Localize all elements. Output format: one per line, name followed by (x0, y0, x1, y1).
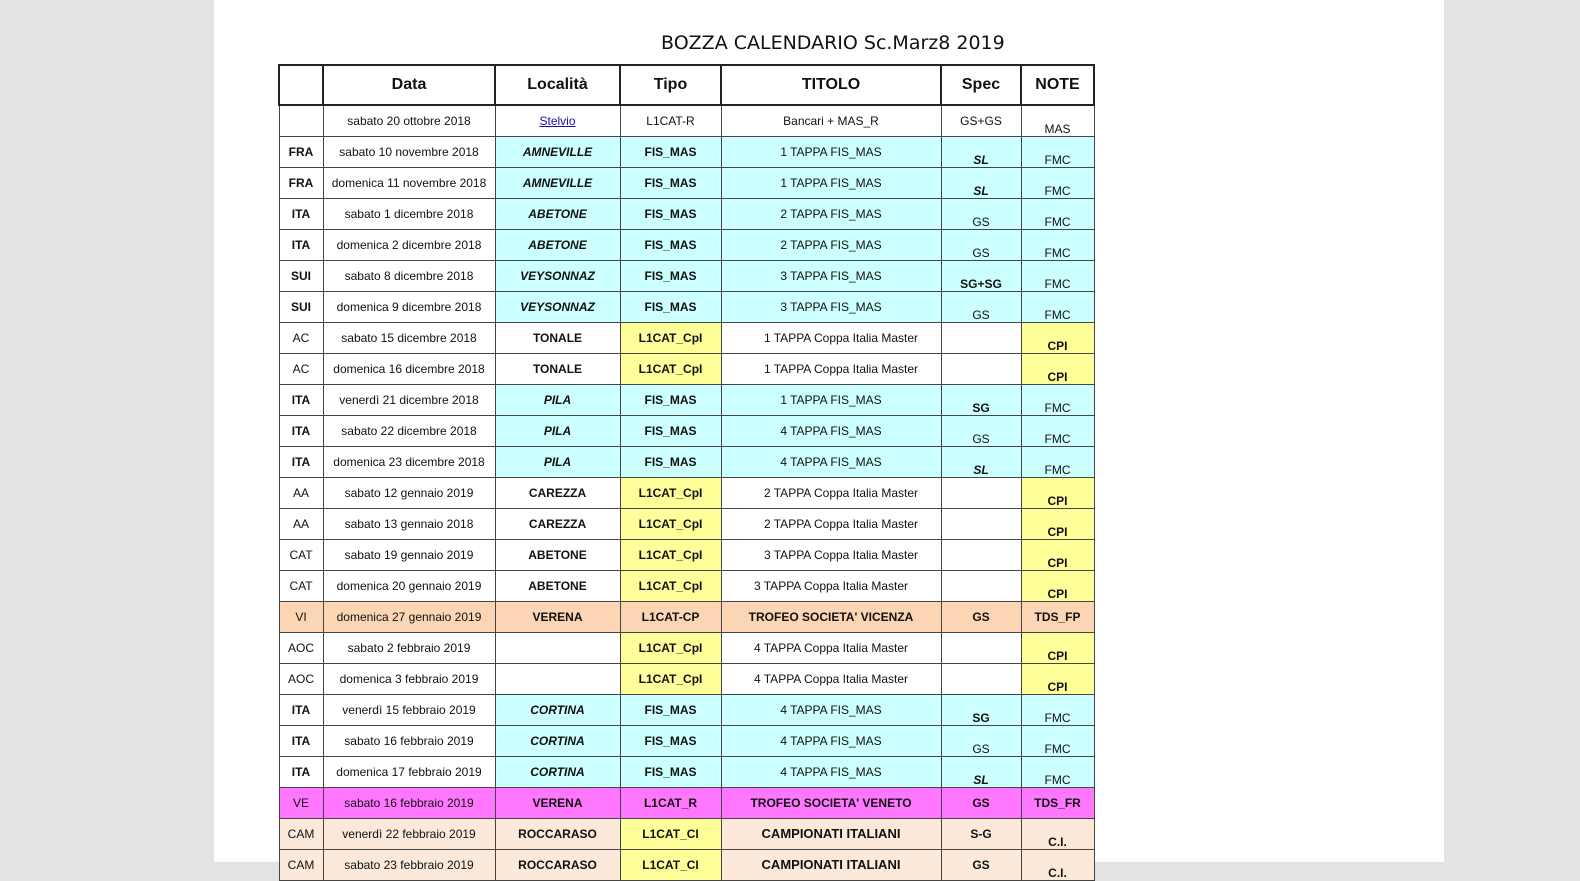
cell-title: 3 TAPPA Coppa Italia Master (721, 571, 941, 602)
cell-note: FMC (1021, 416, 1094, 447)
cell-date: domenica 17 febbraio 2019 (323, 757, 495, 788)
table-row (279, 385, 1094, 416)
cell-spec (941, 633, 1021, 664)
cell-spec: SL (941, 447, 1021, 478)
cell-nation: FRA (279, 137, 323, 168)
cell-date: sabato 15 dicembre 2018 (323, 323, 495, 354)
cell-nation: VE (279, 788, 323, 819)
cell-spec: GS (941, 788, 1021, 819)
table-row (279, 199, 1094, 230)
cell-spec: SL (941, 137, 1021, 168)
cell-note: FMC (1021, 137, 1094, 168)
cell-spec (941, 540, 1021, 571)
cell-type: L1CAT-R (620, 105, 721, 137)
cell-title: 3 TAPPA FIS_MAS (721, 292, 941, 323)
calendar-table (278, 64, 1095, 881)
cell-nation: CAT (279, 571, 323, 602)
cell-type: FIS_MAS (620, 292, 721, 323)
cell-nation: CAM (279, 819, 323, 850)
header-tipo: Tipo (620, 65, 721, 105)
cell-spec: SG (941, 695, 1021, 726)
cell-spec (941, 478, 1021, 509)
cell-title: 4 TAPPA FIS_MAS (721, 757, 941, 788)
table-row (279, 478, 1094, 509)
cell-location: CORTINA (495, 695, 620, 726)
cell-nation: ITA (279, 695, 323, 726)
cell-location: ABETONE (495, 540, 620, 571)
cell-spec: SG+SG (941, 261, 1021, 292)
cell-title: 2 TAPPA Coppa Italia Master (721, 478, 941, 509)
cell-title: TROFEO SOCIETA' VICENZA (721, 602, 941, 633)
cell-spec: GS (941, 602, 1021, 633)
cell-title: 2 TAPPA FIS_MAS (721, 199, 941, 230)
cell-location: CAREZZA (495, 509, 620, 540)
cell-date: sabato 1 dicembre 2018 (323, 199, 495, 230)
cell-location: CORTINA (495, 757, 620, 788)
cell-spec: GS (941, 726, 1021, 757)
cell-location: AMNEVILLE (495, 137, 620, 168)
cell-title: 2 TAPPA Coppa Italia Master (721, 509, 941, 540)
cell-location: CORTINA (495, 726, 620, 757)
cell-spec: GS (941, 230, 1021, 261)
cell-title: 4 TAPPA FIS_MAS (721, 726, 941, 757)
cell-location: ROCCARASO (495, 819, 620, 850)
cell-location: ROCCARASO (495, 850, 620, 881)
table-row (279, 509, 1094, 540)
cell-spec: GS (941, 292, 1021, 323)
table-row (279, 788, 1094, 819)
cell-type: FIS_MAS (620, 199, 721, 230)
cell-date: domenica 23 dicembre 2018 (323, 447, 495, 478)
cell-title: 1 TAPPA FIS_MAS (721, 168, 941, 199)
cell-note: FMC (1021, 199, 1094, 230)
cell-title: 1 TAPPA Coppa Italia Master (721, 323, 941, 354)
cell-type: L1CAT_R (620, 788, 721, 819)
cell-nation: ITA (279, 416, 323, 447)
cell-location: VEYSONNAZ (495, 261, 620, 292)
table-row (279, 261, 1094, 292)
cell-date: domenica 16 dicembre 2018 (323, 354, 495, 385)
cell-title: 1 TAPPA FIS_MAS (721, 137, 941, 168)
cell-date: sabato 16 febbraio 2019 (323, 726, 495, 757)
cell-date: domenica 11 novembre 2018 (323, 168, 495, 199)
cell-spec: SL (941, 168, 1021, 199)
cell-date: sabato 10 novembre 2018 (323, 137, 495, 168)
cell-spec: GS (941, 199, 1021, 230)
header-localita: Località (495, 65, 620, 105)
cell-note: TDS_FP (1021, 602, 1094, 633)
cell-nation: AA (279, 478, 323, 509)
cell-title: 4 TAPPA Coppa Italia Master (721, 664, 941, 695)
cell-type: L1CAT_CI (620, 819, 721, 850)
cell-location: AMNEVILLE (495, 168, 620, 199)
cell-date: sabato 16 febbraio 2019 (323, 788, 495, 819)
cell-note: C.I. (1021, 819, 1094, 850)
cell-type: FIS_MAS (620, 695, 721, 726)
cell-note: CPI (1021, 354, 1094, 385)
cell-title: 4 TAPPA FIS_MAS (721, 416, 941, 447)
cell-location: VERENA (495, 788, 620, 819)
cell-nation: CAT (279, 540, 323, 571)
cell-date: venerdì 21 dicembre 2018 (323, 385, 495, 416)
cell-type: FIS_MAS (620, 726, 721, 757)
table-row (279, 416, 1094, 447)
table-row (279, 633, 1094, 664)
cell-spec: GS+GS (941, 105, 1021, 137)
cell-date: domenica 2 dicembre 2018 (323, 230, 495, 261)
cell-nation: ITA (279, 199, 323, 230)
cell-note: MAS (1021, 105, 1094, 137)
cell-note: CPI (1021, 509, 1094, 540)
table-row (279, 354, 1094, 385)
cell-note: FMC (1021, 385, 1094, 416)
table-row (279, 695, 1094, 726)
cell-type: L1CAT_CpI (620, 571, 721, 602)
cell-location: PILA (495, 447, 620, 478)
cell-note: FMC (1021, 292, 1094, 323)
header-nation (279, 65, 323, 105)
cell-nation: AA (279, 509, 323, 540)
cell-spec: SL (941, 757, 1021, 788)
cell-spec: S-G (941, 819, 1021, 850)
cell-note: FMC (1021, 261, 1094, 292)
cell-nation: AOC (279, 633, 323, 664)
table-row (279, 726, 1094, 757)
cell-nation: ITA (279, 385, 323, 416)
cell-note: FMC (1021, 168, 1094, 199)
cell-type: FIS_MAS (620, 385, 721, 416)
table-row (279, 447, 1094, 478)
cell-nation: AOC (279, 664, 323, 695)
cell-location: TONALE (495, 354, 620, 385)
cell-location: TONALE (495, 323, 620, 354)
cell-spec: GS (941, 850, 1021, 881)
cell-spec (941, 354, 1021, 385)
cell-title: 3 TAPPA FIS_MAS (721, 261, 941, 292)
cell-spec (941, 664, 1021, 695)
cell-nation: VI (279, 602, 323, 633)
cell-spec (941, 571, 1021, 602)
cell-date: venerdì 22 febbraio 2019 (323, 819, 495, 850)
table-row (279, 571, 1094, 602)
cell-date: sabato 19 gennaio 2019 (323, 540, 495, 571)
cell-nation: SUI (279, 261, 323, 292)
cell-note: CPI (1021, 323, 1094, 354)
cell-date: sabato 2 febbraio 2019 (323, 633, 495, 664)
cell-spec (941, 323, 1021, 354)
cell-spec: SG (941, 385, 1021, 416)
header-note: NOTE (1021, 65, 1094, 105)
cell-type: FIS_MAS (620, 137, 721, 168)
cell-type: L1CAT_CpI (620, 354, 721, 385)
table-row (279, 757, 1094, 788)
cell-note: FMC (1021, 726, 1094, 757)
table-row (279, 323, 1094, 354)
cell-type: L1CAT_CpI (620, 633, 721, 664)
cell-nation: CAM (279, 850, 323, 881)
cell-note: FMC (1021, 757, 1094, 788)
cell-date: domenica 9 dicembre 2018 (323, 292, 495, 323)
table-row (279, 168, 1094, 199)
header-titolo: TITOLO (721, 65, 941, 105)
cell-title: 4 TAPPA FIS_MAS (721, 695, 941, 726)
cell-note: TDS_FR (1021, 788, 1094, 819)
cell-title: CAMPIONATI ITALIANI (721, 819, 941, 850)
cell-location: ABETONE (495, 199, 620, 230)
table-row (279, 105, 1094, 137)
cell-location: CAREZZA (495, 478, 620, 509)
cell-note: FMC (1021, 695, 1094, 726)
cell-title: Bancari + MAS_R (721, 105, 941, 137)
cell-type: FIS_MAS (620, 416, 721, 447)
cell-type: FIS_MAS (620, 168, 721, 199)
cell-note: CPI (1021, 478, 1094, 509)
table-header-row (279, 65, 1094, 105)
cell-note: CPI (1021, 664, 1094, 695)
cell-date: sabato 13 gennaio 2018 (323, 509, 495, 540)
cell-type: L1CAT_CpI (620, 478, 721, 509)
cell-note: CPI (1021, 633, 1094, 664)
cell-nation: ITA (279, 447, 323, 478)
table-row (279, 664, 1094, 695)
cell-spec: GS (941, 416, 1021, 447)
cell-date: domenica 3 febbraio 2019 (323, 664, 495, 695)
table-row (279, 230, 1094, 261)
cell-location: VERENA (495, 602, 620, 633)
cell-nation: SUI (279, 292, 323, 323)
cell-date: sabato 22 dicembre 2018 (323, 416, 495, 447)
cell-type: FIS_MAS (620, 230, 721, 261)
table-row (279, 819, 1094, 850)
cell-type: L1CAT_CI (620, 850, 721, 881)
header-spec: Spec (941, 65, 1021, 105)
page-title: BOZZA CALENDARIO Sc.Marz8 2019 (661, 32, 1005, 54)
cell-type: L1CAT_CpI (620, 540, 721, 571)
cell-spec (941, 509, 1021, 540)
table-row (279, 292, 1094, 323)
cell-note: C.I. (1021, 850, 1094, 881)
cell-nation: ITA (279, 757, 323, 788)
cell-nation: AC (279, 323, 323, 354)
cell-date: sabato 20 ottobre 2018 (323, 105, 495, 137)
cell-title: CAMPIONATI ITALIANI (721, 850, 941, 881)
cell-location: PILA (495, 416, 620, 447)
cell-location: ABETONE (495, 230, 620, 261)
cell-nation: ITA (279, 230, 323, 261)
cell-type: FIS_MAS (620, 757, 721, 788)
cell-type: L1CAT_CpI (620, 323, 721, 354)
cell-date: domenica 27 gennaio 2019 (323, 602, 495, 633)
table-row (279, 850, 1094, 881)
cell-title: 4 TAPPA FIS_MAS (721, 447, 941, 478)
cell-date: sabato 23 febbraio 2019 (323, 850, 495, 881)
cell-title: 2 TAPPA FIS_MAS (721, 230, 941, 261)
cell-date: domenica 20 gennaio 2019 (323, 571, 495, 602)
cell-title: 1 TAPPA FIS_MAS (721, 385, 941, 416)
cell-date: sabato 8 dicembre 2018 (323, 261, 495, 292)
cell-date: venerdì 15 febbraio 2019 (323, 695, 495, 726)
cell-nation: FRA (279, 168, 323, 199)
table-row (279, 540, 1094, 571)
table-row (279, 137, 1094, 168)
cell-type: L1CAT_CpI (620, 509, 721, 540)
cell-note: FMC (1021, 230, 1094, 261)
cell-note: CPI (1021, 571, 1094, 602)
cell-title: 1 TAPPA Coppa Italia Master (721, 354, 941, 385)
cell-type: FIS_MAS (620, 261, 721, 292)
cell-note: FMC (1021, 447, 1094, 478)
cell-location-link[interactable]: Stelvio (495, 105, 620, 137)
cell-type: L1CAT-CP (620, 602, 721, 633)
cell-title: 3 TAPPA Coppa Italia Master (721, 540, 941, 571)
cell-nation: ITA (279, 726, 323, 757)
cell-type: FIS_MAS (620, 447, 721, 478)
cell-location: ABETONE (495, 571, 620, 602)
cell-location (495, 633, 620, 664)
cell-date: sabato 12 gennaio 2019 (323, 478, 495, 509)
cell-location: PILA (495, 385, 620, 416)
cell-location: VEYSONNAZ (495, 292, 620, 323)
cell-title: TROFEO SOCIETA' VENETO (721, 788, 941, 819)
cell-nation: AC (279, 354, 323, 385)
cell-location (495, 664, 620, 695)
cell-type: L1CAT_CpI (620, 664, 721, 695)
document-page (214, 0, 1444, 880)
header-data: Data (323, 65, 495, 105)
table-row (279, 602, 1094, 633)
cell-nation (279, 105, 323, 137)
cell-title: 4 TAPPA Coppa Italia Master (721, 633, 941, 664)
cell-note: CPI (1021, 540, 1094, 571)
